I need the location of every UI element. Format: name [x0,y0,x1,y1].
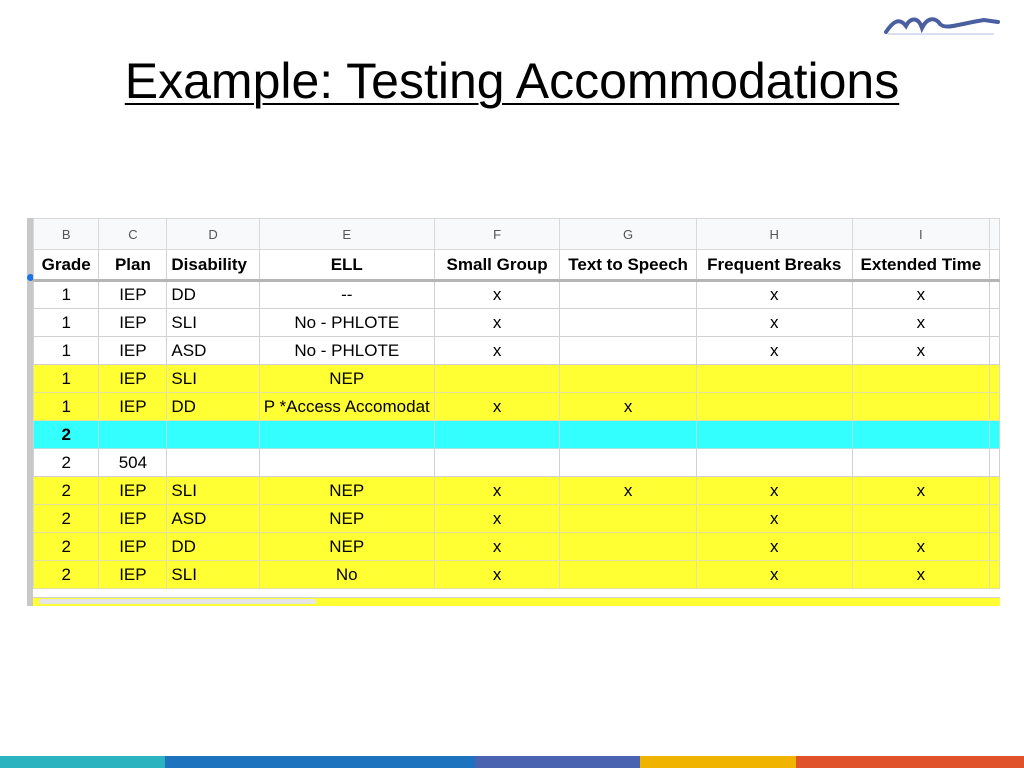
header-cell-grade[interactable]: Grade [34,250,99,281]
text-to-speech-cell[interactable]: x [560,477,696,505]
header-cell-plan[interactable]: Plan [99,250,167,281]
column-letter[interactable]: F [434,219,560,250]
frequent-breaks-cell[interactable] [696,393,852,421]
ell-cell[interactable]: NEP [259,365,434,393]
extended-time-cell[interactable] [852,393,989,421]
column-letter[interactable]: C [99,219,167,250]
ell-cell[interactable]: NEP [259,505,434,533]
disability-cell[interactable] [167,421,259,449]
ell-cell[interactable]: NEP [259,533,434,561]
text-to-speech-cell[interactable] [560,561,696,589]
table-cell[interactable] [990,533,1000,561]
disability-cell[interactable]: SLI [167,561,259,589]
header-cell-frequent-breaks[interactable]: Frequent Breaks [696,250,852,281]
table-cell[interactable] [990,421,1000,449]
plan-cell[interactable]: IEP [99,309,167,337]
text-to-speech-cell[interactable] [560,533,696,561]
small-group-cell[interactable]: x [434,337,560,365]
slide-title: Example: Testing Accommodations [124,53,900,109]
ell-cell[interactable]: P *Access Accomodat [259,393,434,421]
grade-cell[interactable]: 1 [34,337,99,365]
table-cell[interactable] [990,281,1000,309]
small-group-cell[interactable]: x [434,393,560,421]
grade-cell[interactable]: 2 [34,561,99,589]
plan-cell[interactable]: IEP [99,337,167,365]
column-letter[interactable]: B [34,219,99,250]
small-group-cell[interactable]: x [434,505,560,533]
small-group-cell[interactable] [434,421,560,449]
column-letter[interactable]: E [259,219,434,250]
plan-cell[interactable]: 504 [99,449,167,477]
table-row [34,561,1000,589]
disability-cell[interactable] [167,449,259,477]
small-group-cell[interactable] [434,449,560,477]
table-row [34,393,1000,421]
frequent-breaks-cell[interactable]: x [696,309,852,337]
small-group-cell[interactable]: x [434,477,560,505]
frequent-breaks-cell[interactable]: x [696,505,852,533]
ell-cell[interactable]: No [259,561,434,589]
grade-cell[interactable]: 2 [34,505,99,533]
header-cell-ell[interactable]: ELL [259,250,434,281]
frequent-breaks-cell[interactable]: x [696,477,852,505]
extended-time-cell[interactable] [852,505,989,533]
text-to-speech-cell[interactable]: x [560,393,696,421]
ell-cell[interactable]: -- [259,281,434,309]
table-row [34,281,1000,309]
disability-cell[interactable]: ASD [167,337,259,365]
table-row [34,533,1000,561]
frequent-breaks-cell[interactable] [696,365,852,393]
footer-stripe-segment [640,756,796,768]
small-group-cell[interactable] [434,365,560,393]
text-to-speech-cell[interactable] [560,337,696,365]
table-cell[interactable] [990,337,1000,365]
frequent-breaks-cell[interactable]: x [696,561,852,589]
ell-cell[interactable]: No - PHLOTE [259,337,434,365]
header-cell-small-group[interactable]: Small Group [434,250,560,281]
column-letter[interactable]: I [852,219,989,250]
disability-cell[interactable]: DD [167,281,259,309]
footer-stripe-segment [475,756,640,768]
footer-stripe [0,756,1024,768]
table-row [34,337,1000,365]
text-to-speech-cell[interactable] [560,421,696,449]
spreadsheet [27,218,1000,606]
table-cell[interactable] [990,250,1000,281]
table-row [34,421,1000,449]
small-group-cell[interactable]: x [434,309,560,337]
column-letter[interactable] [990,219,1000,250]
extended-time-cell[interactable] [852,365,989,393]
plan-cell[interactable]: IEP [99,505,167,533]
table-cell[interactable] [990,505,1000,533]
text-to-speech-cell[interactable] [560,365,696,393]
frequent-breaks-cell[interactable]: x [696,533,852,561]
plan-cell[interactable]: IEP [99,477,167,505]
footer-stripe-segment [796,756,1024,768]
extended-time-cell[interactable]: x [852,533,989,561]
plan-cell[interactable]: IEP [99,393,167,421]
grade-cell[interactable]: 1 [34,365,99,393]
column-letter-row [34,219,1000,250]
grade-cell[interactable]: 1 [34,393,99,421]
table-cell[interactable] [990,393,1000,421]
grade-cell[interactable]: 2 [34,533,99,561]
extended-time-cell[interactable] [852,449,989,477]
field-header-row [34,250,1000,281]
table-cell[interactable] [990,477,1000,505]
plan-cell[interactable]: IEP [99,561,167,589]
plan-cell[interactable]: IEP [99,533,167,561]
extended-time-cell[interactable]: x [852,281,989,309]
accommodations-table [33,218,1000,589]
extended-time-cell[interactable]: x [852,561,989,589]
table-cell[interactable] [990,365,1000,393]
small-group-cell[interactable]: x [434,561,560,589]
extended-time-cell[interactable]: x [852,337,989,365]
frequent-breaks-cell[interactable]: x [696,337,852,365]
small-group-cell[interactable]: x [434,533,560,561]
ell-cell[interactable]: No - PHLOTE [259,309,434,337]
disability-cell[interactable]: DD [167,393,259,421]
small-group-cell[interactable]: x [434,281,560,309]
grade-cell[interactable]: 2 [34,421,99,449]
table-cell[interactable] [990,309,1000,337]
footer-stripe-segment [165,756,475,768]
header-cell-disability[interactable]: Disability [167,250,259,281]
extended-time-cell[interactable] [852,421,989,449]
plan-cell[interactable]: IEP [99,281,167,309]
frequent-breaks-cell[interactable]: x [696,281,852,309]
frequent-breaks-cell[interactable] [696,449,852,477]
text-to-speech-cell[interactable] [560,309,696,337]
grade-cell[interactable]: 1 [34,309,99,337]
plan-cell[interactable] [99,421,167,449]
text-to-speech-cell[interactable] [560,505,696,533]
ell-cell[interactable] [259,449,434,477]
table-row [34,505,1000,533]
plan-cell[interactable]: IEP [99,365,167,393]
footer-stripe-segment [0,756,165,768]
table-row [34,309,1000,337]
ell-cell[interactable] [259,421,434,449]
header-cell-text-to-speech[interactable]: Text to Speech [560,250,696,281]
disability-cell[interactable]: DD [167,533,259,561]
text-to-speech-cell[interactable] [560,281,696,309]
logo-icon [884,10,1000,36]
grade-cell[interactable]: 1 [34,281,99,309]
grade-cell[interactable]: 2 [34,477,99,505]
table-cell[interactable] [990,449,1000,477]
disability-cell[interactable]: SLI [167,365,259,393]
table-row [34,365,1000,393]
ell-cell[interactable]: NEP [259,477,434,505]
column-letter[interactable]: D [167,219,259,250]
text-to-speech-cell[interactable] [560,449,696,477]
header-cell-extended-time[interactable]: Extended Time [852,250,989,281]
horizontal-scrollbar[interactable] [39,599,316,604]
table-row [34,477,1000,505]
extended-time-cell[interactable]: x [852,477,989,505]
disability-cell[interactable]: SLI [167,477,259,505]
table-cell[interactable] [990,561,1000,589]
extended-time-cell[interactable]: x [852,309,989,337]
disability-cell[interactable]: SLI [167,309,259,337]
grade-cell[interactable]: 2 [34,449,99,477]
table-row [34,449,1000,477]
frequent-breaks-cell[interactable] [696,421,852,449]
column-letter[interactable]: H [696,219,852,250]
disability-cell[interactable]: ASD [167,505,259,533]
column-letter[interactable]: G [560,219,696,250]
